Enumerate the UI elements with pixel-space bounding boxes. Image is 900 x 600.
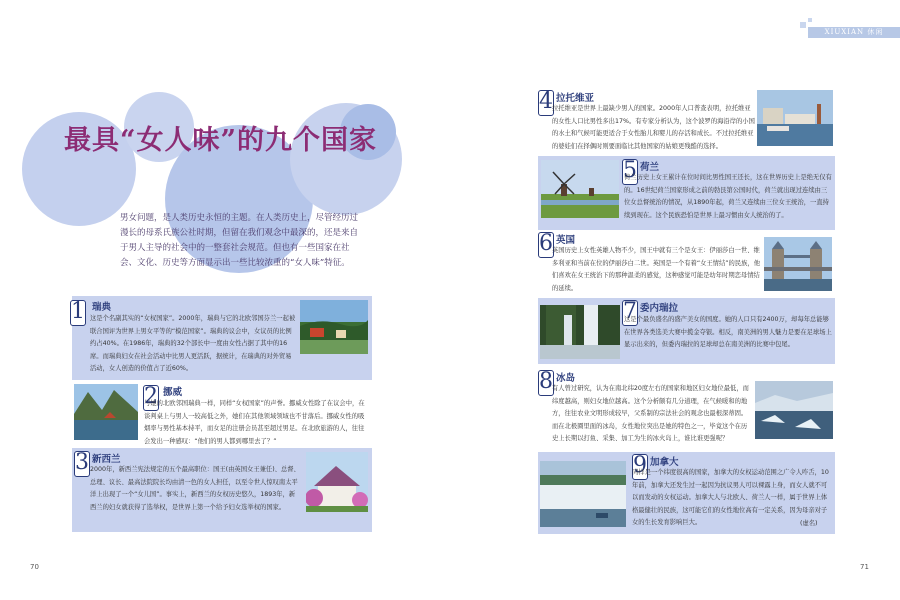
country-name-7: 委内瑞拉 [640, 303, 679, 314]
intro-paragraph: 男女问题，是人类历史永恒的主题。在人类历史上，尽管经历过漫长的母系氏族公社时期，但留在我们观念中最深的，还是来自于男人主导的社会中的一整套社会规范。但也有一些国家在社会、文化、历史等方面显示出一些比较浓重的“女人味”特征。 [120, 213, 359, 268]
country-text-5: 荷兰历史上女王累计在位时间比男性国王还长，这在世界历史上是绝无仅有的。16世纪荷兰国家形成之前的勃艮第公国时代，荷兰就出现过连续由三位女总督统治的情况，从1890年起，荷兰又连续由三位女王统治，一直持续到现在。这个民族恐怕是世界上最习惯由女人统治的了。 [624, 174, 832, 219]
new-zealand-house-photo [306, 452, 368, 512]
country-text-9: 同样是一个纬度很高的国家，加拿大的女权运动范围之广令人咋舌，10年前，加拿大还发生过一起因为抗议男人可以裸露上身，而女人就不可以而发动的女权运动。加拿大人与北欧人、荷兰人一样，属于世界上体格最健壮的民族，这可能它们的女性地位高有一定关系，因为母亲对子女的生长发育影响巨大。 [632, 469, 829, 527]
country-number-9: 9 [633, 453, 647, 478]
sweden-landscape-photo [300, 300, 368, 354]
country-text-1: 这是个名副其实的“女权国家”。2000年，瑞典与它的北欧邻国芬兰一起被联合国评为世界上男女平等的“模范国家”。瑞典的议会中，女议员的比例约占40%。在1986年，瑞典的32个部长中一度由女性占据了其中的16席。而瑞典妇女在社会活动中比男人更活跃，据统计，在瑞典的对外贸易活动，女人创造的价值占了近60%。 [90, 315, 296, 373]
page-title: 最具“女人味”的九个国家 [64, 125, 378, 156]
venezuela-waterfall-photo [540, 305, 620, 359]
country-text-6: 英国历史上女性英雄人物不少，国王中就有三个是女王：伊丽莎白一世、维多利亚和当前在位的伊丽莎白二世。英国是一个有着“女王情结”的民族，他们喜欢在女王统治下的那种温柔的感觉，这种感觉可能是幼年时期恋母情结的延续。 [552, 247, 761, 292]
country-number-3: 3 [75, 450, 89, 475]
country-number-1: 1 [71, 299, 85, 324]
niagara-falls-photo [540, 461, 626, 527]
country-number-7: 7 [623, 299, 637, 324]
header-deco-square [808, 18, 812, 22]
country-text-4: 拉托维亚是世界上最缺少男人的国家。2000年人口普查表明，拉托维亚的女性人口比男性多出17%。有专家分析认为，这个波罗的海沿岸的小国的水土和气候可能更适合于女性胎儿和婴儿的存活和成长。不过拉托维亚的婆娃们在择偶时则要面临比其他国家的姑娘更残酷的选择。 [552, 105, 755, 150]
page-number-left: 70 [30, 563, 39, 571]
country-name-4: 拉托维亚 [556, 93, 595, 104]
country-text-2: 与她的北欧邻国瑞典一样，同样“女权国家”的声誉。挪威女性除了在议会中，在谈判桌上与男人一较高低之外，她们在其他领域领域也不甘落后。挪威女性的吸烟率与男性基本持平，而女足的注册会员甚至超过男足。在北欧旅游的人，往往会发出一种感叹：“他们的男人都到哪里去了？” [144, 400, 365, 445]
iceland-glacier-photo [755, 381, 833, 439]
country-name-3: 新西兰 [92, 454, 121, 465]
country-name-8: 冰岛 [556, 373, 576, 384]
country-name-9: 加拿大 [650, 457, 679, 468]
country-number-4: 4 [539, 89, 553, 114]
country-text-7: 这是个最负盛名的盛产美女的国度。她的人口只有2400万，却每年总能够在世界各类选美大赛中揽金夺银。相反，南美洲的男人魅力是要在足球场上显示出来的，但委内瑞拉的足球却总在南美洲的比赛中包尾。 [624, 316, 832, 349]
country-text-8: 有人曾过研究，认为在南北纬20度左右的国家和地区妇女地位最低，而纬度越高，则妇女地位越高。这个分析颇有几分道理，在气候暖和的地方，往往农业文明形成较早，父系制的宗法社会的观念也最根深蒂固。而在北极圈里面的冰岛，女性地位突出是她的特色之一，毕竟这个在历史上长期以打鱼、采集、加工为生的冰火岛上，谁比谁更强呢？ [552, 385, 749, 443]
header-deco-square [800, 22, 806, 28]
country-number-6: 6 [539, 231, 553, 256]
country-number-2: 2 [144, 384, 158, 409]
section-tag: XIUXIAN 休闲 [824, 28, 884, 36]
london-tower-bridge-photo [764, 237, 832, 291]
netherlands-windmill-photo [541, 160, 619, 218]
country-name-6: 英国 [556, 235, 576, 246]
country-name-1: 瑞典 [92, 302, 112, 313]
country-number-8: 8 [539, 369, 553, 394]
norway-fjord-photo [74, 384, 138, 440]
author-note: (虚名) [800, 520, 818, 527]
page-number-right: 71 [860, 563, 869, 571]
country-text-3: 2000年，新西兰宪法规定的五个最高职位：国王(由英国女王兼任)、总督、总理、议长、最高法院院长均由清一色的女人担任，以至令世人惊叹南太平洋上出现了一个“女儿国”。事实上，新西兰的女权历史悠久，1893年，新西兰的妇女就获得了选举权，是世界上第一个给予妇女选举权的国家。 [90, 466, 300, 511]
country-name-5: 荷兰 [640, 162, 660, 173]
latvia-harbor-photo [757, 90, 833, 146]
country-number-5: 5 [623, 158, 637, 183]
country-name-2: 挪威 [163, 387, 183, 398]
